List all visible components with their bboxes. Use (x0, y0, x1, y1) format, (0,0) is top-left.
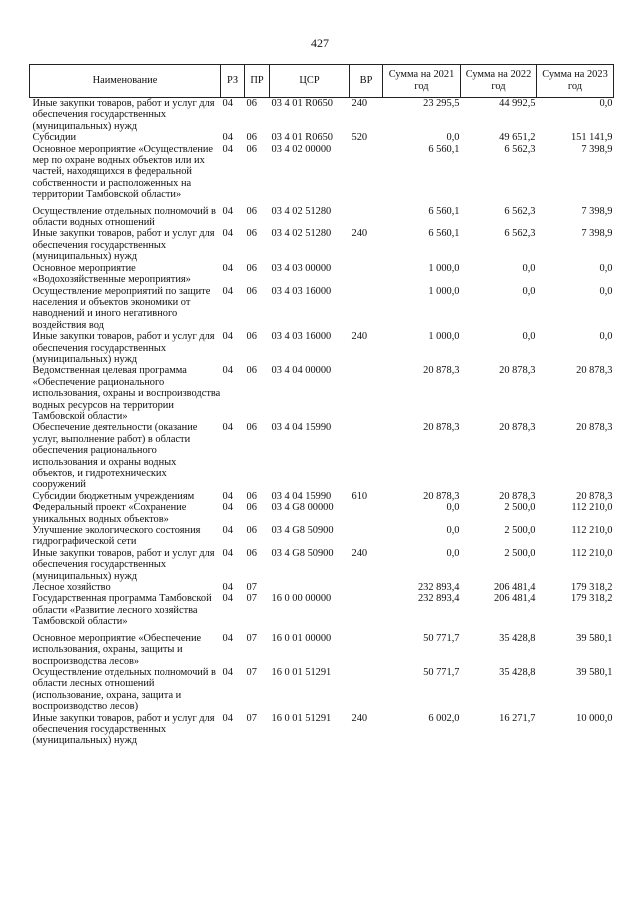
cell-sum-2023: 112 210,0 (571, 502, 613, 514)
cell-name: Иные закупки товаров, работ и услуг для обеспечения государственных (муниципальных) нужд (32, 547, 215, 582)
table-row (30, 582, 614, 593)
header-sum-2023: Сумма на 2023 год (537, 65, 614, 98)
cell-csr: 03 4 01 R0650 (271, 132, 333, 144)
cell-name: Осуществление отдельных полномочий в области лесных отношений (использование, охрана, защита и воспроизводство лесов) (32, 666, 216, 713)
cell-csr: 03 4 03 16000 (271, 285, 332, 297)
cell-sum-2023: 10 000,0 (576, 712, 613, 724)
header-pr: ПР (245, 65, 270, 98)
cell-pr: 06 (246, 262, 257, 274)
cell-csr: 03 4 03 16000 (271, 331, 332, 343)
cell-vr (350, 263, 383, 286)
header-rz: РЗ (221, 65, 245, 98)
cell-vr: 240 (351, 98, 368, 109)
cell-name: Ведомственная целевая программа «Обеспечение рационального использования, охраны и воспроизводства водных ресурсов на территории Тамбовской области» (32, 365, 221, 422)
cell-name: Осуществление отдельных полномочий в области водных отношений (32, 205, 216, 229)
cell-csr: 03 4 G8 50900 (271, 547, 334, 559)
cell-vr (350, 582, 383, 593)
cell-vr: 520 (351, 132, 368, 144)
cell-sum-2022: 6 562,3 (504, 143, 536, 155)
cell-name: Улучшение экологического состояния гидрографической сети (32, 525, 201, 548)
cell-pr: 06 (246, 502, 257, 514)
cell-rz: 04 (222, 666, 233, 678)
header-sum-2021: Сумма на 2021 год (383, 65, 461, 98)
cell-rz: 04 (222, 502, 233, 514)
cell-sum-2022: 20 878,3 (499, 422, 536, 434)
cell-pr: 06 (246, 490, 257, 502)
cell-rz: 04 (222, 228, 233, 240)
cell-vr (350, 628, 383, 667)
table-row (30, 331, 614, 365)
cell-sum-2021: 50 771,7 (423, 632, 460, 644)
cell-sum-2023: 179 318,2 (570, 582, 613, 594)
table-row (30, 228, 614, 262)
cell-sum-2023: 179 318,2 (570, 593, 613, 605)
cell-pr: 06 (246, 547, 257, 559)
cell-sum-2021: 23 295,5 (423, 98, 460, 109)
cell-sum-2022: 0,0 (522, 285, 536, 297)
cell-sum-2021: 232 893,4 (417, 582, 460, 594)
header-csr: ЦСР (270, 65, 350, 98)
cell-sum-2022: 49 651,2 (499, 132, 536, 144)
cell-sum-2023: 7 398,9 (581, 143, 613, 155)
cell-sum-2021: 0,0 (446, 547, 460, 559)
cell-sum-2023: 39 580,1 (576, 632, 613, 644)
cell-csr: 16 0 01 00000 (271, 632, 332, 644)
cell-vr (350, 201, 383, 229)
cell-rz: 04 (222, 632, 233, 644)
cell-name: Основное мероприятие «Осуществление мер по охране водных объектов или их частей, находящихся в федеральной собственности и расположенных на территории Тамбовской области» (32, 143, 214, 201)
cell-sum-2021: 6 560,1 (428, 228, 460, 240)
cell-vr (350, 525, 383, 548)
cell-sum-2022: 16 271,7 (499, 712, 536, 724)
cell-name: Государственная программа Тамбовской области «Развитие лесного хозяйства Тамбовской области» (32, 593, 212, 628)
cell-pr: 06 (246, 228, 257, 240)
cell-name: Субсидии (32, 132, 77, 144)
cell-pr: 07 (246, 632, 257, 644)
cell-vr (350, 667, 383, 713)
cell-sum-2021: 0,0 (446, 132, 460, 144)
cell-name: Иные закупки товаров, работ и услуг для обеспечения государственных (муниципальных) нужд (32, 228, 215, 263)
table-row (30, 548, 614, 582)
table-row (30, 667, 614, 713)
table-row (30, 713, 614, 747)
cell-sum-2021: 6 560,1 (428, 205, 460, 217)
cell-csr: 16 0 01 51291 (271, 712, 332, 724)
cell-sum-2023: 39 580,1 (576, 666, 613, 678)
cell-rz: 04 (222, 422, 233, 434)
cell-sum-2022: 20 878,3 (499, 365, 536, 377)
cell-sum-2021: 1 000,0 (428, 285, 460, 297)
cell-vr (350, 422, 383, 490)
cell-pr: 06 (246, 143, 257, 155)
cell-pr: 07 (246, 582, 257, 594)
cell-sum-2021: 20 878,3 (423, 422, 460, 434)
cell-vr: 240 (351, 547, 368, 559)
header-sum-2022: Сумма на 2022 год (461, 65, 537, 98)
cell-rz: 04 (222, 143, 233, 155)
cell-name: Основное мероприятие «Обеспечение использования, охраны, защиты и воспроизводства лесов» (32, 632, 202, 667)
table-row (30, 201, 614, 229)
cell-sum-2021: 0,0 (446, 525, 460, 537)
cell-vr (350, 365, 383, 422)
table-row (30, 628, 614, 667)
table-row (30, 144, 614, 201)
cell-sum-2022: 2 500,0 (504, 525, 536, 537)
cell-csr (270, 582, 350, 593)
cell-sum-2022: 20 878,3 (499, 490, 536, 502)
cell-vr: 240 (351, 331, 368, 343)
cell-pr: 07 (246, 666, 257, 678)
cell-name: Субсидии бюджетным учреждениям (32, 490, 195, 502)
cell-csr: 03 4 04 00000 (271, 365, 332, 377)
cell-sum-2022: 6 562,3 (504, 228, 536, 240)
cell-vr (350, 286, 383, 332)
cell-sum-2021: 1 000,0 (428, 331, 460, 343)
cell-rz: 04 (222, 547, 233, 559)
table-row (30, 502, 614, 525)
cell-name: Иные закупки товаров, работ и услуг для обеспечения государственных (муниципальных) нужд (32, 712, 215, 747)
table-row (30, 593, 614, 627)
cell-vr: 240 (351, 228, 368, 240)
cell-csr: 03 4 02 00000 (271, 143, 332, 155)
cell-rz: 04 (222, 132, 233, 144)
cell-name: Иные закупки товаров, работ и услуг для обеспечения государственных (муниципальных) нужд (32, 331, 215, 365)
cell-pr: 06 (246, 331, 257, 343)
cell-rz: 04 (222, 525, 233, 537)
header-name: Наименование (30, 65, 221, 98)
cell-csr: 03 4 G8 50900 (271, 525, 334, 537)
cell-sum-2022: 0,0 (522, 331, 536, 343)
cell-sum-2023: 7 398,9 (581, 228, 613, 240)
cell-name: Основное мероприятие «Водохозяйственные мероприятия» (32, 262, 191, 286)
cell-sum-2022: 2 500,0 (504, 547, 536, 559)
cell-sum-2023: 0,0 (599, 285, 613, 297)
cell-rz: 04 (222, 331, 233, 343)
cell-pr: 06 (246, 365, 257, 377)
cell-sum-2021: 6 002,0 (428, 712, 460, 724)
cell-sum-2023: 20 878,3 (576, 490, 613, 502)
cell-rz: 04 (222, 365, 233, 377)
table-header (30, 65, 614, 98)
cell-csr: 03 4 03 00000 (271, 262, 332, 274)
cell-sum-2023: 0,0 (599, 98, 613, 109)
cell-csr: 16 0 00 00000 (271, 593, 332, 605)
cell-csr: 03 4 01 R0650 (271, 98, 333, 109)
cell-csr: 03 4 02 51280 (271, 228, 332, 240)
cell-rz: 04 (222, 582, 233, 594)
table-row (30, 286, 614, 332)
cell-sum-2021: 6 560,1 (428, 143, 460, 155)
header-vr: ВР (350, 65, 383, 98)
cell-sum-2022: 6 562,3 (504, 205, 536, 217)
cell-pr: 06 (246, 205, 257, 217)
cell-pr: 06 (246, 132, 257, 144)
cell-sum-2021: 1 000,0 (428, 262, 460, 274)
cell-rz: 04 (222, 98, 233, 109)
cell-pr: 06 (246, 525, 257, 537)
cell-name: Осуществление мероприятий по защите населения и объектов экономики от наводнений и иного негативного воздействия вод (32, 285, 211, 331)
cell-csr: 03 4 04 15990 (271, 490, 332, 502)
cell-pr: 07 (246, 593, 257, 605)
cell-csr: 16 0 01 51291 (271, 666, 332, 678)
cell-name: Лесное хозяйство (32, 582, 111, 594)
table-row (30, 525, 614, 548)
cell-sum-2021: 20 878,3 (423, 490, 460, 502)
cell-rz: 04 (222, 262, 233, 274)
table-row (30, 365, 614, 422)
cell-vr: 240 (351, 712, 368, 724)
table-row (30, 263, 614, 286)
table-row (30, 422, 614, 490)
table-row (30, 132, 614, 143)
cell-sum-2022: 35 428,8 (499, 666, 536, 678)
cell-sum-2023: 0,0 (599, 262, 613, 274)
cell-csr: 03 4 04 15990 (271, 422, 332, 434)
cell-rz: 04 (222, 712, 233, 724)
cell-vr (350, 593, 383, 627)
cell-sum-2023: 151 141,9 (570, 132, 613, 144)
cell-rz: 04 (222, 285, 233, 297)
cell-sum-2022: 44 992,5 (499, 98, 536, 109)
cell-sum-2023: 20 878,3 (576, 422, 613, 434)
cell-rz: 04 (222, 205, 233, 217)
cell-sum-2021: 20 878,3 (423, 365, 460, 377)
cell-rz: 04 (222, 593, 233, 605)
cell-sum-2022: 35 428,8 (499, 632, 536, 644)
cell-name: Иные закупки товаров, работ и услуг для обеспечения государственных (муниципальных) нужд (32, 98, 215, 132)
cell-pr: 06 (246, 422, 257, 434)
cell-sum-2023: 7 398,9 (581, 205, 613, 217)
table-body (30, 98, 614, 747)
cell-sum-2023: 0,0 (599, 331, 613, 343)
cell-sum-2021: 0,0 (446, 502, 460, 514)
cell-sum-2023: 20 878,3 (576, 365, 613, 377)
cell-rz: 04 (222, 490, 233, 502)
page-number: 427 (311, 36, 329, 50)
cell-sum-2022: 2 500,0 (504, 502, 536, 514)
cell-sum-2022: 206 481,4 (493, 593, 536, 605)
cell-vr: 610 (351, 490, 368, 502)
cell-name: Обеспечение деятельности (оказание услуг, выполнение работ) в области обеспечения рационального использования и охраны водных объектов, и гидротехнических сооружений (32, 422, 198, 491)
cell-sum-2022: 0,0 (522, 262, 536, 274)
cell-sum-2021: 50 771,7 (423, 666, 460, 678)
cell-sum-2023: 112 210,0 (571, 547, 613, 559)
cell-sum-2023: 112 210,0 (571, 525, 613, 537)
cell-name: Федеральный проект «Сохранение уникальных водных объектов» (32, 502, 187, 525)
cell-csr: 03 4 02 51280 (271, 205, 332, 217)
cell-csr: 03 4 G8 00000 (271, 502, 334, 514)
cell-vr (350, 502, 383, 525)
table-row (30, 491, 614, 502)
table-row (30, 98, 614, 133)
budget-table (29, 64, 614, 747)
cell-sum-2022: 206 481,4 (493, 582, 536, 594)
cell-pr: 06 (246, 98, 257, 109)
cell-pr: 06 (246, 285, 257, 297)
cell-vr (350, 144, 383, 201)
cell-pr: 07 (246, 712, 257, 724)
cell-sum-2021: 232 893,4 (417, 593, 460, 605)
